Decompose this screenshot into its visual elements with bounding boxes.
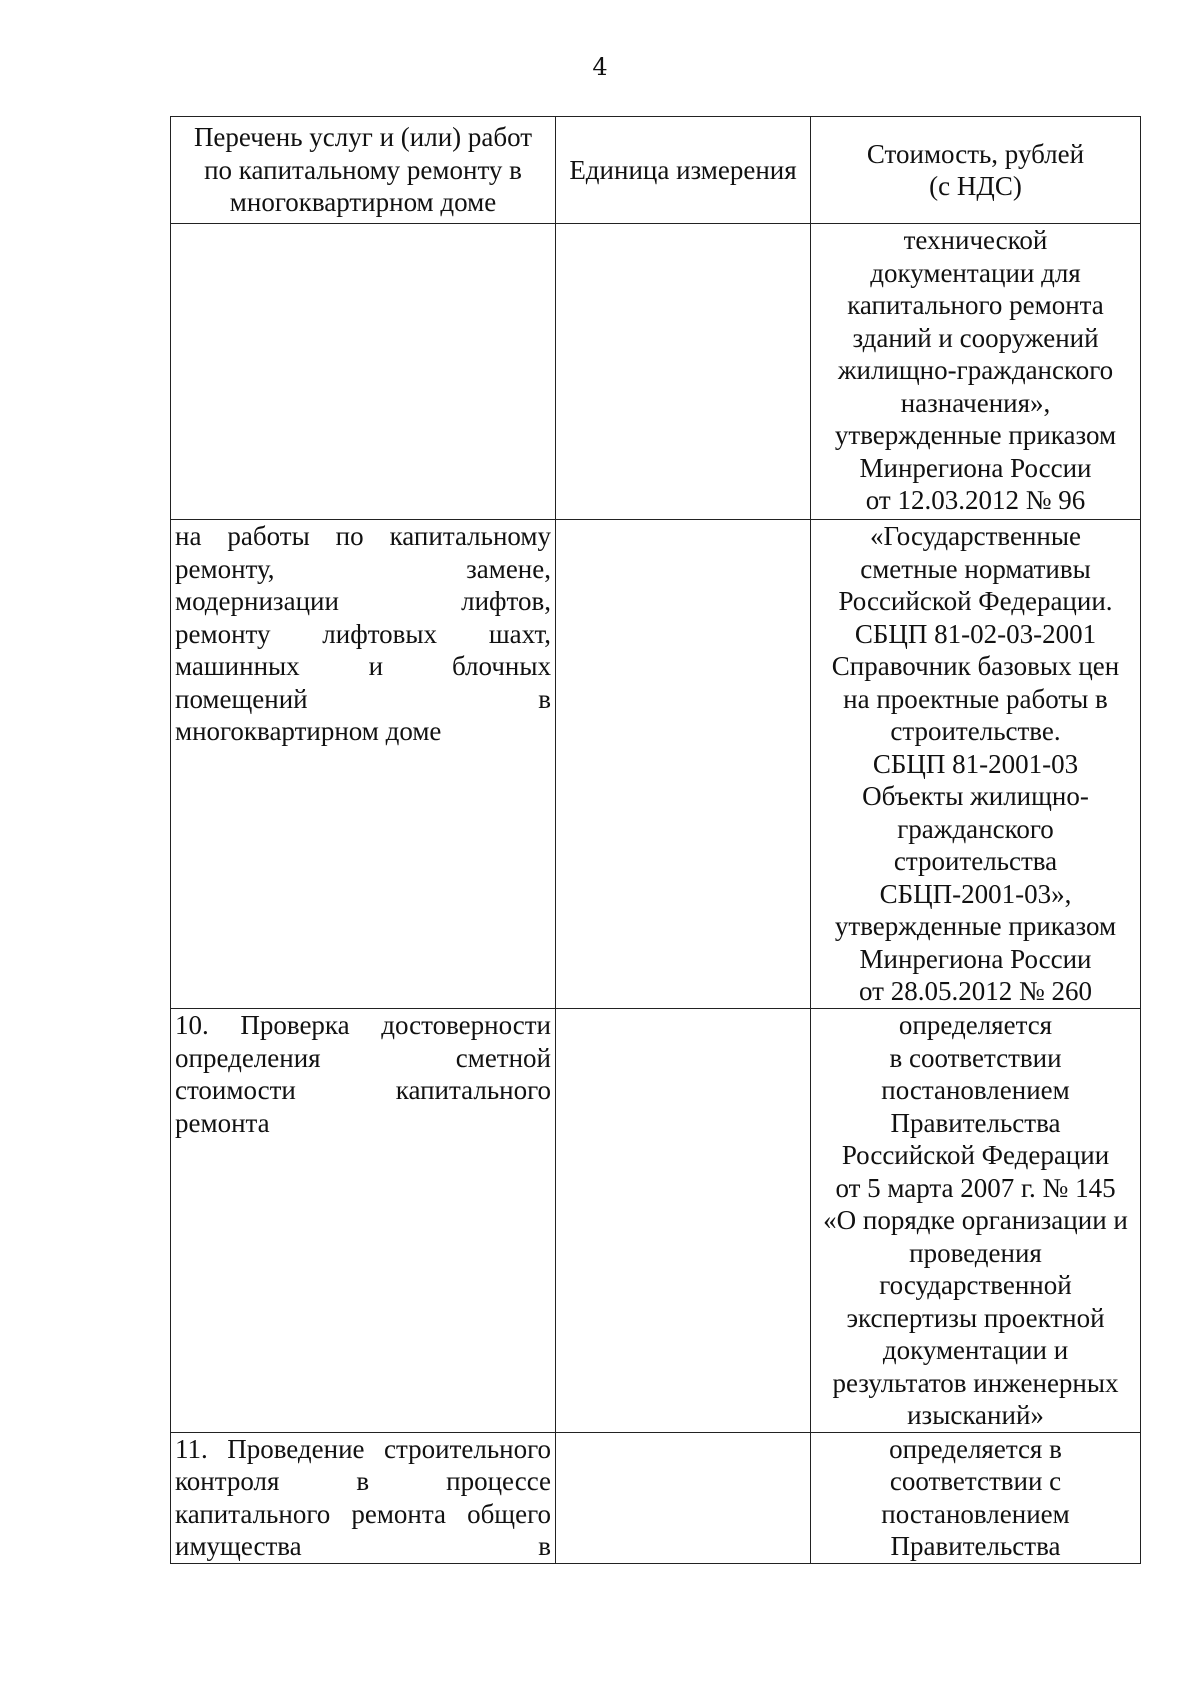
- table-row: [171, 224, 1141, 520]
- header-unit: Единица измерения: [556, 117, 811, 224]
- unit-cell: [556, 1009, 811, 1433]
- header-services: Перечень услуг и (или) работ по капитальному ремонту в многоквартирном доме: [171, 117, 556, 224]
- service-line: капитального ремонта общего: [175, 1498, 551, 1529]
- cost-cell: определяется в соответствии постановлением Правительства Российской Федерации от 5 марта 2007 г. № 145 «О порядке организации и проведения государственной экспертизы проектной документации и результатов инженерных изысканий»: [811, 1009, 1141, 1433]
- cost-cell: определяется в соответствии с постановлением Правительства: [811, 1432, 1141, 1563]
- services-cost-table: [170, 116, 1141, 1564]
- service-line: контроля в процессе: [175, 1466, 551, 1496]
- table-row: [171, 1009, 1141, 1433]
- table-row: [171, 1432, 1141, 1563]
- service-line: 11. Проведение строительного: [175, 1433, 551, 1464]
- table-header-row: [171, 117, 1141, 224]
- service-line: определения сметной: [175, 1042, 551, 1073]
- service-line: многоквартирном доме: [175, 716, 442, 746]
- service-cell: [171, 520, 556, 1009]
- service-line: ремонту лифтовых шахт,: [175, 618, 551, 649]
- service-line: помещений в: [175, 683, 551, 714]
- unit-cell: [556, 1432, 811, 1563]
- service-line: машинных и блочных: [175, 651, 551, 681]
- service-cell: [171, 1009, 556, 1433]
- service-line: ремонта: [175, 1107, 270, 1138]
- service-cell: [171, 224, 556, 520]
- cost-cell: «Государственные сметные нормативы Российской Федерации. СБЦП 81-02-03-2001 Справочник базовых цен на проектные работы в строительстве. СБЦП 81-2001-03 Объекты жилищно- гражданского строительства СБЦП-2001-03», утвержденные приказом Минрегиона России от 28.05.2012 № 260: [811, 520, 1141, 1009]
- service-cell: [171, 1432, 556, 1563]
- unit-cell: [556, 520, 811, 1009]
- service-line: имущества в: [175, 1531, 551, 1561]
- service-line: модернизации лифтов,: [175, 586, 551, 616]
- cost-cell: технической документации для капитального ремонта зданий и сооружений жилищно-гражданского назначения», утвержденные приказом Минрегиона России от 12.03.2012 № 96: [811, 224, 1141, 520]
- table-row: [171, 520, 1141, 1009]
- header-cost: Стоимость, рублей (с НДС): [811, 117, 1141, 224]
- service-line: на работы по капитальному: [175, 521, 551, 551]
- unit-cell: [556, 224, 811, 520]
- page-number: 4: [592, 53, 608, 81]
- service-line: стоимости капитального: [175, 1075, 551, 1105]
- service-line: ремонту, замене,: [175, 553, 551, 584]
- service-line: 10. Проверка достоверности: [175, 1010, 551, 1040]
